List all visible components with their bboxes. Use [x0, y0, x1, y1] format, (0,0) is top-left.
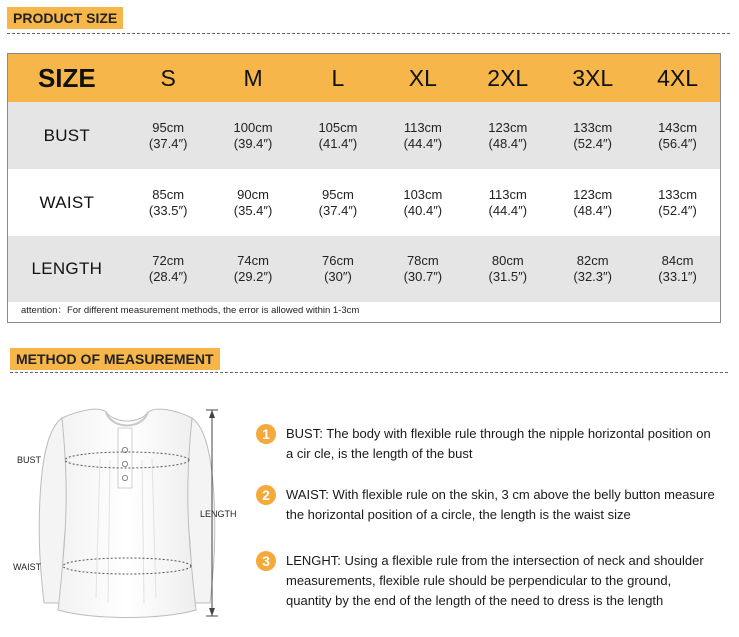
step-text: WAIST: With flexible rule on the skin, 3 cm above the belly button measure the horizontal position of a circle, the length is the waist size	[286, 487, 715, 522]
size-header-row	[8, 54, 720, 102]
section-divider	[10, 372, 728, 373]
row-label-length: LENGTH	[31, 259, 103, 278]
table-cell: 95cm (37.4″)	[318, 186, 358, 218]
table-cell: 85cm (33.5″)	[148, 186, 188, 218]
product-size-title: PRODUCT SIZE	[7, 7, 123, 29]
table-cell: 123cm (48.4″)	[488, 119, 528, 151]
step-number-badge: 2	[256, 485, 276, 505]
size-col-s: S	[160, 64, 176, 91]
size-col-4xl: 4XL	[657, 64, 699, 91]
size-col-3xl: 3XL	[572, 64, 614, 91]
size-table	[7, 53, 721, 323]
size-col-l: L	[331, 64, 345, 91]
table-cell: 90cm (35.4″)	[233, 186, 273, 218]
table-cell: 100cm (39.4″)	[233, 119, 273, 151]
table-cell: 133cm (52.4″)	[573, 119, 613, 151]
table-cell: 82cm (32.3″)	[573, 253, 612, 284]
step-number-badge: 1	[256, 424, 276, 444]
step-text: LENGHT: Using a flexible rule from the intersection of neck and shoulder measurements, flexible rule should be perpendicular to the ground, quantity by the end of the length of the need to dress is the length	[286, 553, 704, 608]
measurement-note: attention：For different measurement methods, the error is allowed within 1-3cm	[21, 305, 360, 316]
step-number-badge: 3	[256, 551, 276, 571]
table-cell: 95cm (37.4″)	[148, 119, 188, 151]
table-cell: 76cm (30″)	[322, 253, 354, 284]
table-cell: 80cm (31.5″)	[488, 253, 528, 284]
size-col-m: M	[243, 64, 263, 91]
section-divider	[7, 33, 730, 34]
size-col-xl: XL	[408, 64, 437, 91]
table-row	[8, 169, 720, 236]
table-row	[8, 236, 720, 302]
diagram-label-length: LENGTH	[200, 509, 237, 519]
method-title: METHOD OF MEASUREMENT	[10, 348, 220, 370]
table-row	[8, 102, 720, 169]
table-cell: 103cm (40.4″)	[403, 186, 443, 218]
table-cell: 84cm (33.1″)	[658, 253, 697, 284]
size-header-label: SIZE	[37, 62, 96, 93]
table-cell: 113cm (44.4″)	[403, 119, 443, 151]
diagram-label-bust: BUST	[17, 455, 42, 465]
row-label-waist: WAIST	[39, 192, 95, 212]
shirt-diagram	[0, 398, 250, 628]
step-text: BUST: The body with flexible rule through the nipple horizontal position on a cir cle, is the length of the bust	[286, 426, 711, 461]
table-cell: 133cm (52.4″)	[658, 186, 698, 218]
table-cell: 123cm (48.4″)	[573, 186, 613, 218]
table-cell: 78cm (30.7″)	[403, 253, 443, 284]
size-col-2xl: 2XL	[487, 64, 529, 91]
row-label-bust: BUST	[43, 125, 91, 145]
table-cell: 74cm (29.2″)	[233, 253, 273, 284]
table-cell: 105cm (41.4″)	[318, 119, 358, 151]
table-cell: 143cm (56.4″)	[658, 119, 698, 151]
table-cell: 72cm (28.4″)	[148, 253, 188, 284]
diagram-label-waist: WAIST	[13, 562, 42, 572]
table-cell: 113cm (44.4″)	[488, 186, 528, 218]
